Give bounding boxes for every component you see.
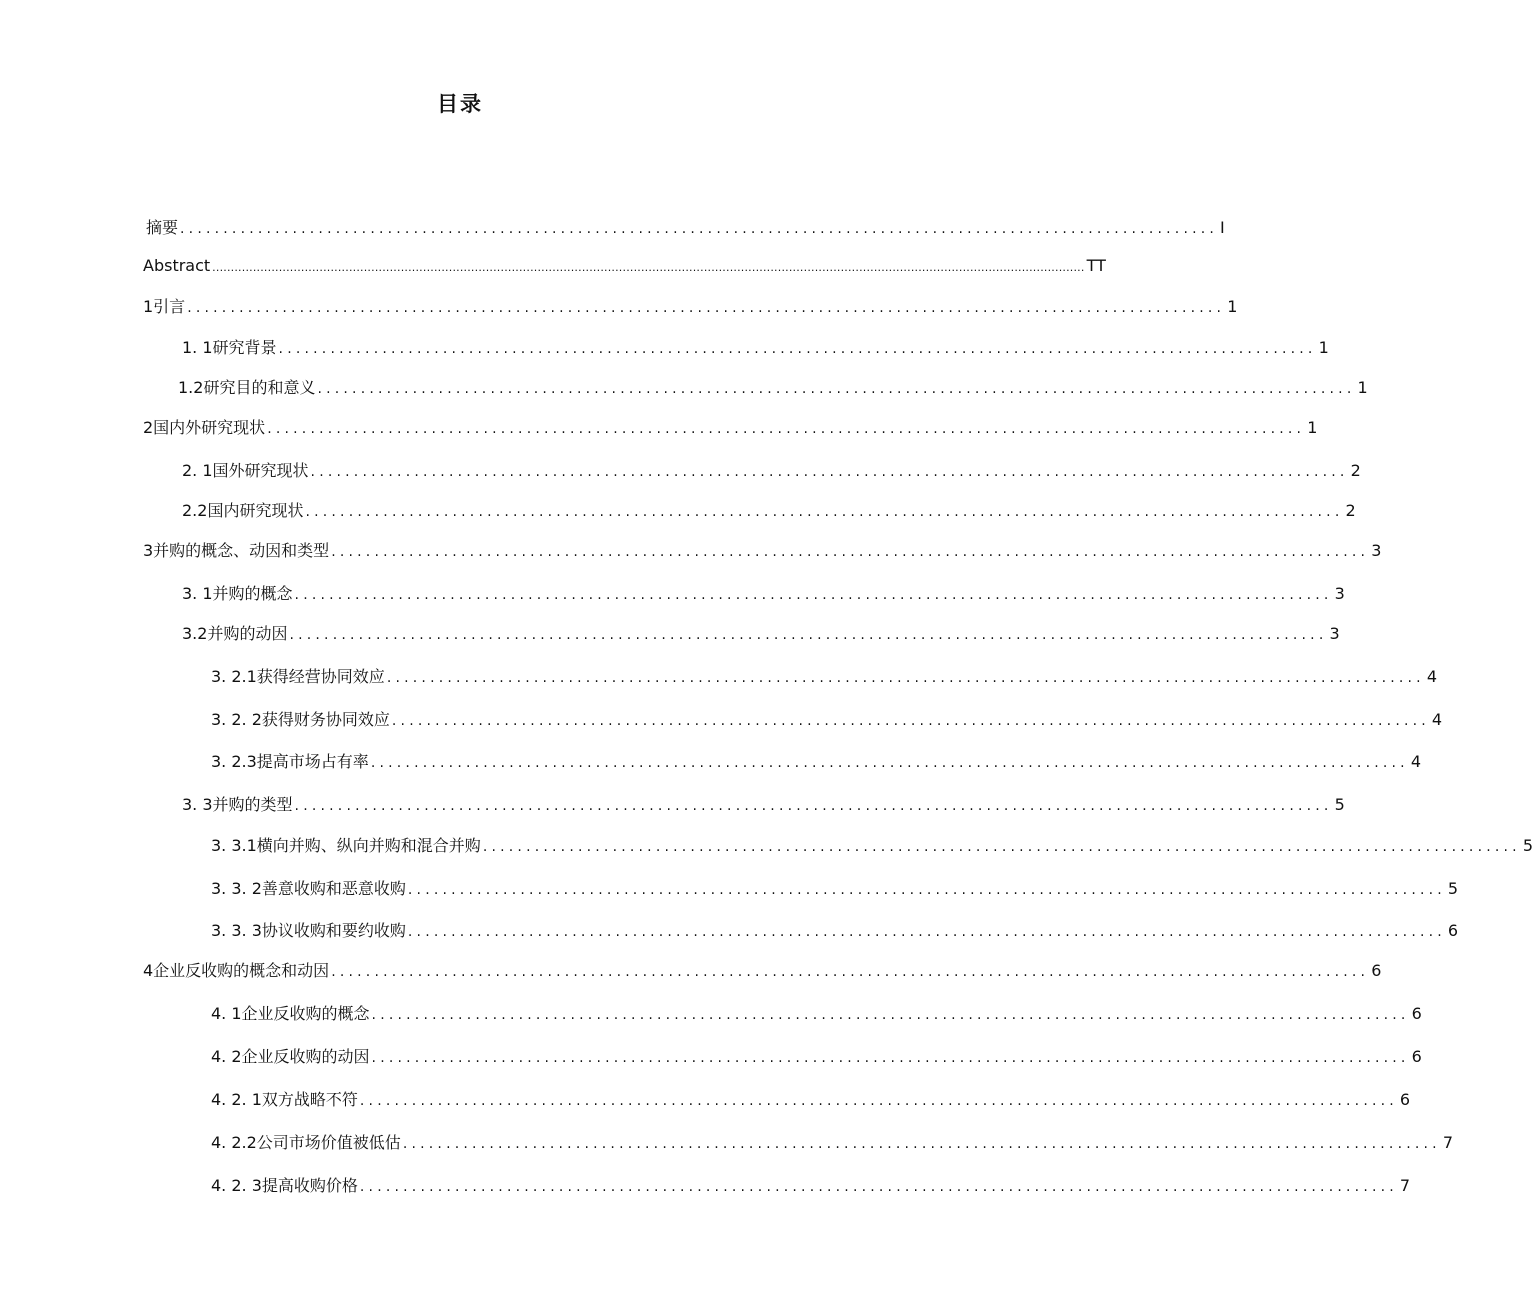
toc-entry[interactable]	[211, 1088, 1411, 1112]
toc-entry-page: 3	[1334, 584, 1345, 603]
toc-entry-label: 4. 2. 1双方战略不符	[211, 1090, 358, 1109]
dot-leader: ........................................................................................................................	[386, 670, 1425, 686]
dot-leader: ........................................................................................................................	[317, 381, 1356, 397]
toc-entry[interactable]	[143, 959, 1382, 983]
toc-entry-label: 摘要	[146, 218, 179, 237]
dot-leader: ........................................................................................................................	[402, 1136, 1441, 1152]
dot-leader: ........................................................................................................................	[289, 627, 1328, 643]
dot-leader: ........................................................................................................................	[267, 421, 1306, 437]
toc-entry-page: 6	[1399, 1090, 1411, 1109]
dot-leader: ........................................................................................................................	[331, 544, 1370, 560]
dot-leader: ............................................................................................................................................................................................................................................	[212, 261, 1085, 274]
toc-entry[interactable]	[182, 459, 1361, 483]
toc-entry[interactable]	[211, 877, 1459, 901]
toc-entry-label: 2. 1国外研究现状	[182, 461, 309, 480]
toc-entry-page: 7	[1399, 1176, 1411, 1195]
toc-entry-page: 4	[1410, 752, 1422, 771]
toc-entry-label: 3.2并购的动因	[182, 624, 288, 643]
dot-leader: ........................................................................................................................	[407, 924, 1446, 940]
toc-entry[interactable]	[182, 336, 1329, 360]
toc-entry-page: 4	[1426, 667, 1438, 686]
toc-entry[interactable]	[211, 665, 1438, 689]
toc-entry-label: 4. 2企业反收购的动因	[211, 1047, 370, 1066]
dot-leader: ........................................................................................................................	[391, 713, 1430, 729]
dot-leader: ........................................................................................................................	[482, 839, 1521, 855]
dot-leader: ........................................................................................................................	[310, 464, 1349, 480]
toc-entry-label: 3. 3并购的类型	[182, 795, 293, 814]
toc-entry[interactable]	[182, 582, 1345, 606]
toc-entry-label: 1. 1研究背景	[182, 338, 277, 357]
toc-entry-label: 4. 2. 3提高收购价格	[211, 1176, 358, 1195]
dot-leader: ........................................................................................................................	[331, 964, 1370, 980]
toc-entry-label: 1.2研究目的和意义	[178, 378, 316, 397]
toc-entry-label: 4. 1企业反收购的概念	[211, 1004, 370, 1023]
toc-entry-label: 3. 1并购的概念	[182, 584, 293, 603]
toc-entry[interactable]	[211, 834, 1533, 858]
dot-leader: ........................................................................................................................	[187, 300, 1226, 316]
toc-entry[interactable]	[211, 1131, 1454, 1155]
dot-leader: ........................................................................................................................	[359, 1179, 1398, 1195]
toc-entry[interactable]	[143, 539, 1382, 563]
page-title: 目录	[437, 92, 483, 116]
toc-entry-page: 6	[1411, 1047, 1422, 1066]
dot-leader: ........................................................................................................................	[359, 1093, 1398, 1109]
toc-entry-page: I	[1220, 218, 1225, 237]
dot-leader: ........................................................................................................................	[305, 504, 1344, 520]
toc-entry-label: 4企业反收购的概念和动因	[143, 961, 330, 980]
toc-entry[interactable]	[211, 1002, 1422, 1026]
toc-entry-page: 6	[1411, 1004, 1422, 1023]
toc-entry[interactable]	[182, 793, 1345, 817]
toc-entry-label: 1引言	[143, 297, 186, 316]
toc-entry[interactable]	[178, 376, 1368, 400]
toc-entry[interactable]	[211, 1174, 1411, 1198]
dot-leader: ........................................................................................................................	[180, 221, 1219, 237]
toc-entry-label: 4. 2.2公司市场价值被低估	[211, 1133, 401, 1152]
toc-entry[interactable]	[182, 622, 1340, 646]
toc-entry-label: 2.2国内研究现状	[182, 501, 304, 520]
dot-leader: ........................................................................................................................	[278, 341, 1317, 357]
toc-entry-page: 5	[1447, 879, 1459, 898]
dot-leader: ........................................................................................................................	[294, 587, 1333, 603]
toc-entry[interactable]	[146, 216, 1225, 240]
toc-entry-page: 7	[1442, 1133, 1454, 1152]
dot-leader: ........................................................................................................................	[370, 755, 1409, 771]
toc-entry-label: 3. 2.3提高市场占有率	[211, 752, 369, 771]
toc-entry-label: 3并购的概念、动因和类型	[143, 541, 330, 560]
toc-entry-page: 3	[1371, 541, 1382, 560]
toc-entry-page: TT	[1086, 256, 1106, 275]
toc-entry-page: 2	[1345, 501, 1356, 520]
toc-entry-page: 5	[1522, 836, 1533, 855]
dot-leader: ........................................................................................................................	[371, 1050, 1410, 1066]
toc-entry-page: 4	[1431, 710, 1443, 729]
toc-entry-page: 6	[1447, 921, 1459, 940]
toc-entry-label: 3. 2.1获得经营协同效应	[211, 667, 385, 686]
dot-leader: ........................................................................................................................	[407, 882, 1446, 898]
toc-entry-page: 3	[1329, 624, 1340, 643]
toc-entry[interactable]	[211, 750, 1422, 774]
toc-entry-page: 1	[1318, 338, 1329, 357]
toc-entry[interactable]	[211, 1045, 1422, 1069]
toc-entry-label: 3. 3. 2善意收购和恶意收购	[211, 879, 406, 898]
toc-entry-label: 2国内外研究现状	[143, 418, 266, 437]
toc-entry[interactable]	[211, 708, 1443, 732]
toc-entry[interactable]	[143, 416, 1318, 440]
toc-entry[interactable]	[182, 499, 1356, 523]
toc-entry-label: 3. 3. 3协议收购和要约收购	[211, 921, 406, 940]
toc-entry-page: 1	[1227, 297, 1238, 316]
toc-entry-page: 2	[1350, 461, 1361, 480]
dot-leader: ........................................................................................................................	[371, 1007, 1410, 1023]
toc-entry-label: 3. 3.1横向并购、纵向并购和混合并购	[211, 836, 481, 855]
toc-entry-page: 1	[1357, 378, 1368, 397]
toc-entry-page: 1	[1307, 418, 1318, 437]
toc-entry-page: 6	[1371, 961, 1382, 980]
toc-entry[interactable]	[211, 919, 1459, 943]
toc-entry-label: 3. 2. 2获得财务协同效应	[211, 710, 390, 729]
dot-leader: ........................................................................................................................	[294, 798, 1333, 814]
toc-entry-label: Abstract	[143, 256, 211, 275]
toc-entry-page: 5	[1334, 795, 1345, 814]
toc-entry[interactable]	[143, 295, 1238, 319]
toc-entry[interactable]	[143, 254, 1106, 278]
